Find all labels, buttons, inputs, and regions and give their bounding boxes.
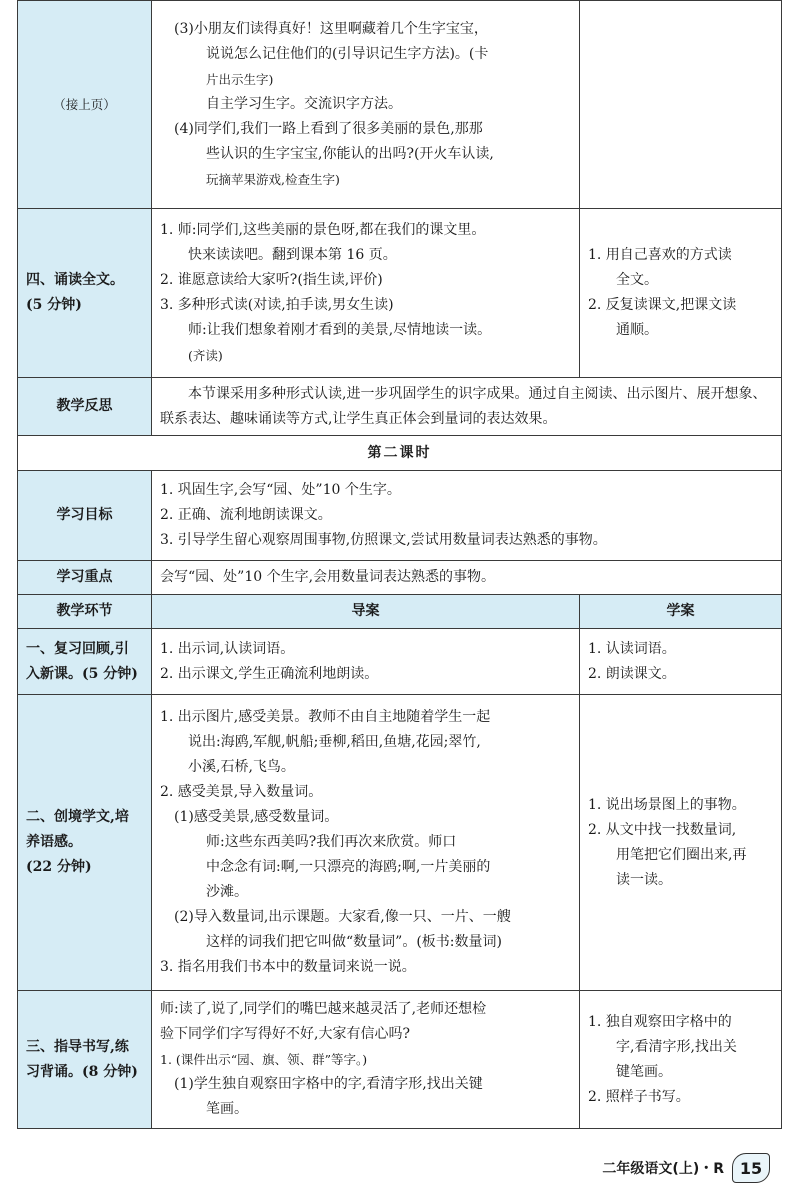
step1-row bbox=[18, 629, 782, 695]
section4-student bbox=[580, 209, 782, 378]
focus-content bbox=[152, 561, 782, 595]
step2-student-line: 读一读。 bbox=[616, 871, 672, 888]
step3-line: 师:读了,说了,同学们的嘴巴越来越灵活了,老师还想检 bbox=[160, 1001, 487, 1017]
step1-line: 1. 出示词,认读词语。 bbox=[160, 640, 295, 657]
continued-line: (4)同学们,我们一路上看到了很多美丽的景色,那那 bbox=[174, 121, 483, 137]
reflection-row bbox=[18, 378, 782, 436]
continued-content bbox=[152, 1, 580, 209]
continued-student-cell bbox=[580, 1, 782, 209]
step3-label: 习背诵。(8 分钟) bbox=[26, 1063, 138, 1080]
step2-student bbox=[580, 695, 782, 991]
reflection-content bbox=[152, 378, 782, 436]
header-step: 教学环节 bbox=[18, 595, 152, 629]
page-number: 15 bbox=[732, 1153, 770, 1183]
step2-line: 中念念有词:啊,一只漂亮的海鸥;啊,一片美丽的 bbox=[206, 859, 491, 875]
step2-row bbox=[18, 695, 782, 991]
reflection-label: 教学反思 bbox=[56, 398, 113, 414]
focus-row bbox=[18, 561, 782, 595]
continued-label: （接上页） bbox=[53, 96, 116, 112]
section4-student-line: 1. 用自己喜欢的方式读 bbox=[588, 247, 732, 263]
step2-line: (1)感受美景,感受数量词。 bbox=[174, 809, 339, 825]
step3-line: (1)学生独自观察田字格中的字,看清字形,找出关键 bbox=[174, 1076, 483, 1092]
continued-line: 自主学习生字。交流识字方法。 bbox=[206, 96, 402, 112]
section4-student-line: 2. 反复读课文,把课文读 bbox=[588, 297, 737, 313]
focus-label: 学习重点 bbox=[56, 569, 113, 585]
step1-student-line: 1. 认读词语。 bbox=[588, 640, 676, 657]
step2-line: 沙滩。 bbox=[206, 884, 248, 900]
section4-content bbox=[152, 209, 580, 378]
step3-line: 笔画。 bbox=[206, 1101, 248, 1117]
step2-student-line: 1. 说出场景图上的事物。 bbox=[588, 796, 746, 813]
step2-line: 3. 指名用我们书本中的数量词来说一说。 bbox=[160, 959, 416, 975]
objective-item: 3. 引导学生留心观察周围事物,仿照课文,尝试用数量词表达熟悉的事物。 bbox=[160, 532, 607, 548]
step3-label: 三、指导书写,练 bbox=[26, 1038, 129, 1055]
section4-duration: (5 分钟) bbox=[26, 297, 82, 313]
step3-label-cell bbox=[18, 991, 152, 1129]
step3-student-line: 2. 照样子书写。 bbox=[588, 1088, 690, 1105]
section4-line: 快来读读吧。翻到课本第 16 页。 bbox=[188, 247, 397, 263]
continued-label-cell bbox=[18, 1, 152, 209]
step1-label: 一、复习回顾,引 bbox=[26, 640, 129, 657]
step1-student bbox=[580, 629, 782, 695]
section4-student-line: 通顺。 bbox=[616, 322, 658, 338]
objectives-label: 学习目标 bbox=[56, 507, 113, 523]
objective-item: 1. 巩固生字,会写“园、处”10 个生字。 bbox=[160, 482, 401, 498]
step2-label: 二、创境学文,培 bbox=[26, 809, 129, 825]
objective-item: 2. 正确、流利地朗读课文。 bbox=[160, 507, 332, 523]
step2-line: 1. 出示图片,感受美景。教师不由自主地随着学生一起 bbox=[160, 709, 491, 725]
step1-student-line: 2. 朗读课文。 bbox=[588, 665, 676, 682]
step3-student-line: 字,看清字形,找出关 bbox=[616, 1038, 737, 1055]
reflection-label-cell bbox=[18, 378, 152, 436]
lesson2-title: 第二课时 bbox=[18, 436, 782, 471]
section4-line: 3. 多种形式读(对读,拍手读,男女生读) bbox=[160, 297, 394, 313]
step3-line: 1. (课件出示“园、旗、领、群”等字。) bbox=[160, 1052, 368, 1067]
step2-label-cell bbox=[18, 695, 152, 991]
section4-label: 四、诵读全文。 bbox=[26, 272, 124, 288]
step1-label-cell bbox=[18, 629, 152, 695]
objectives-label-cell bbox=[18, 471, 152, 561]
step1-content bbox=[152, 629, 580, 695]
focus-text: 会写“园、处”10 个生字,会用数量词表达熟悉的事物。 bbox=[160, 569, 496, 585]
column-header-row bbox=[18, 595, 782, 629]
reflection-text: 本节课采用多种形式认读,进一步巩固学生的识字成果。通过自主阅读、出示图片、展开想象、联系表达、趣味诵读等方式,让学生真正体会到量词的表达效果。 bbox=[160, 385, 767, 427]
book-title: 二年级语文(上)・R bbox=[602, 1161, 724, 1177]
step2-line: (2)导入数量词,出示课题。大家看,像一只、一片、一艘 bbox=[174, 909, 511, 925]
step1-line: 2. 出示课文,学生正确流利地朗读。 bbox=[160, 665, 379, 682]
step2-line: 这样的词我们把它叫做“数量词”。(板书:数量词) bbox=[206, 934, 502, 950]
step2-content bbox=[152, 695, 580, 991]
focus-label-cell bbox=[18, 561, 152, 595]
header-study: 学案 bbox=[580, 595, 782, 629]
step2-line: 师:这些东西美吗?我们再次来欣赏。师口 bbox=[206, 834, 457, 850]
step2-line: 小溪,石桥,飞鸟。 bbox=[188, 759, 295, 775]
step2-line: 说出:海鸥,军舰,帆船;垂柳,稻田,鱼塘,花园;翠竹, bbox=[188, 734, 481, 750]
section4-label-cell bbox=[18, 209, 152, 378]
step2-label: 养语感。 bbox=[26, 834, 82, 850]
continued-line: 说说怎么记住他们的(引导识记生字方法)。(卡 bbox=[206, 46, 489, 62]
section4-line: 2. 谁愿意读给大家听?(指生读,评价) bbox=[160, 272, 383, 288]
step3-row bbox=[18, 991, 782, 1129]
step2-student-line: 用笔把它们圈出来,再 bbox=[616, 846, 747, 863]
section4-line: 1. 师:同学们,这些美丽的景色呀,都在我们的课文里。 bbox=[160, 222, 486, 238]
continued-line: 玩摘苹果游戏,检查生字) bbox=[206, 172, 340, 187]
step3-line: 验下同学们字写得好不好,大家有信心吗? bbox=[160, 1026, 410, 1042]
step2-duration: (22 分钟) bbox=[26, 859, 92, 875]
step2-student-line: 2. 从文中找一找数量词, bbox=[588, 821, 737, 838]
continued-line: 片出示生字) bbox=[206, 72, 274, 87]
page-footer bbox=[602, 1152, 770, 1184]
header-guide: 导案 bbox=[152, 595, 580, 629]
lesson-plan-table bbox=[17, 0, 782, 1129]
step3-student-line: 1. 独自观察田字格中的 bbox=[588, 1013, 732, 1030]
section4-line: (齐读) bbox=[188, 348, 223, 363]
step3-student bbox=[580, 991, 782, 1129]
section4-line: 师:让我们想象着刚才看到的美景,尽情地读一读。 bbox=[188, 322, 492, 338]
step2-line: 2. 感受美景,导入数量词。 bbox=[160, 784, 323, 800]
step3-content bbox=[152, 991, 580, 1129]
objectives-content bbox=[152, 471, 782, 561]
continued-row bbox=[18, 1, 782, 209]
step1-label: 入新课。(5 分钟) bbox=[26, 665, 138, 682]
section4-row bbox=[18, 209, 782, 378]
lesson2-title-row bbox=[18, 436, 782, 471]
continued-line: (3)小朋友们读得真好！这里啊藏着几个生字宝宝， bbox=[174, 21, 488, 37]
step3-student-line: 键笔画。 bbox=[616, 1063, 672, 1080]
continued-line: 些认识的生字宝宝,你能认的出吗?(开火车认读, bbox=[206, 146, 494, 162]
objectives-row bbox=[18, 471, 782, 561]
section4-student-line: 全文。 bbox=[616, 272, 658, 288]
